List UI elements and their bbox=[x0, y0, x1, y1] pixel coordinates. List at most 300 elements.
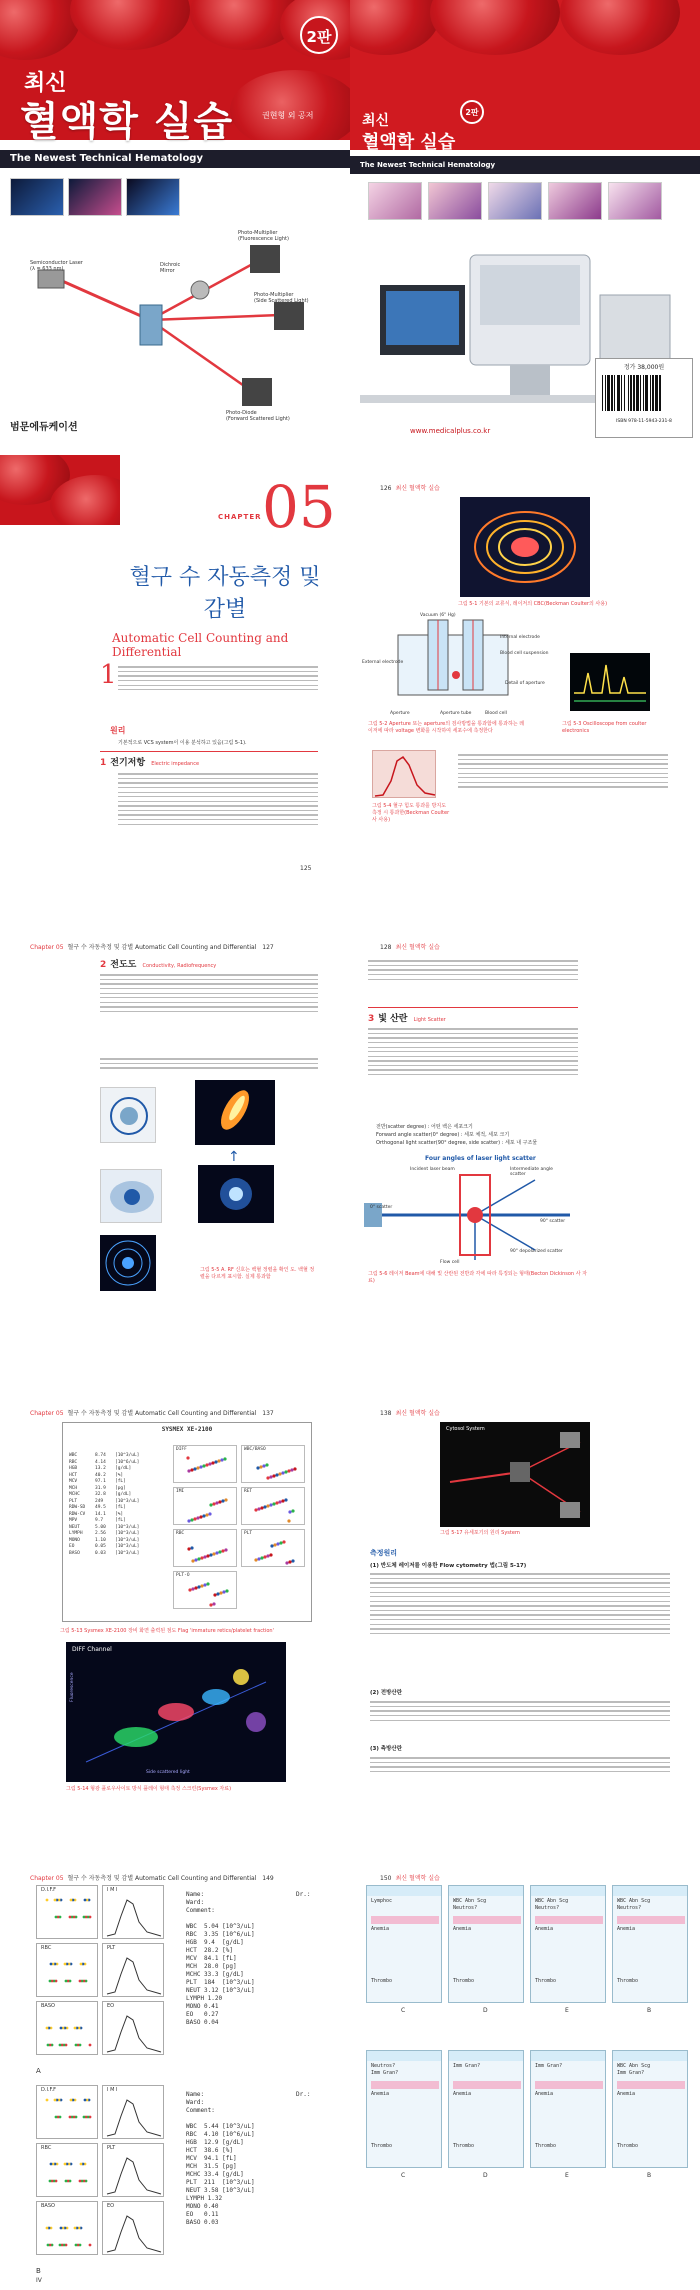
scatter-dot bbox=[199, 1465, 202, 1468]
report-value: 0.05 bbox=[95, 1544, 106, 1549]
scatter-dot bbox=[193, 1467, 196, 1470]
card-anemia-flag: Anemia bbox=[535, 1926, 554, 1932]
card-flag-line: Neutros? bbox=[371, 2063, 396, 2069]
subsection-en: Conductivity, Radiofrequency bbox=[142, 963, 217, 969]
cover-title: 혈액학 실습 bbox=[20, 99, 234, 145]
scatter-dot bbox=[270, 1544, 273, 1547]
card-highlight bbox=[535, 2081, 603, 2089]
report-value: 0.03 bbox=[95, 1550, 106, 1556]
figure-caption-laser: 그림 5-6 레이저 Beam에 대해 빛 산란된 전반과 각에 따라 특징되는 형태(Becton Dickinson 사 자료) bbox=[368, 1271, 587, 1284]
scatter-dot bbox=[284, 1498, 287, 1501]
report-table bbox=[69, 1453, 155, 1557]
report-row bbox=[69, 1551, 155, 1558]
analyzer-plot bbox=[102, 2201, 164, 2255]
plot-dot bbox=[83, 1916, 86, 1919]
scatter-dot bbox=[209, 1603, 212, 1606]
blood-cell-image bbox=[230, 70, 350, 140]
report-unit: [fL] bbox=[115, 1479, 126, 1484]
report-value: 49.5 bbox=[95, 1505, 106, 1510]
section-rule bbox=[100, 751, 318, 752]
header-text: 최신 혈액학 실습 bbox=[395, 485, 440, 492]
label-aperture: Aperture bbox=[390, 711, 410, 716]
page-header-right bbox=[380, 1873, 440, 1882]
plot-dot bbox=[79, 1980, 82, 1983]
card-flag-line: WBC Abn Scg bbox=[617, 2063, 651, 2069]
scatter-dot bbox=[220, 1458, 223, 1461]
report-unit: [%] bbox=[115, 1472, 124, 1478]
card-highlight bbox=[617, 2081, 685, 2089]
scatter-dot bbox=[209, 1553, 212, 1556]
scatter-panel bbox=[173, 1445, 237, 1483]
report-param: WBC bbox=[69, 1453, 78, 1458]
barcode-bar bbox=[624, 375, 625, 411]
scatter-dot bbox=[202, 1514, 205, 1517]
card-highlight bbox=[617, 1916, 685, 1924]
scatter-dot bbox=[196, 1466, 199, 1469]
subsection-title: 전도도 bbox=[110, 960, 137, 970]
scatter-dot bbox=[278, 1500, 281, 1503]
scatter-panel-label: RET bbox=[244, 1489, 253, 1494]
label-blood-cell: Blood cell bbox=[485, 711, 507, 716]
figure-rf-2 bbox=[195, 1080, 275, 1145]
subsection-3-text bbox=[368, 1025, 578, 1079]
report-value: 40.2 bbox=[95, 1472, 106, 1478]
scatter-panel bbox=[241, 1487, 305, 1525]
plot-dot bbox=[70, 1899, 73, 1902]
card-label: C bbox=[401, 2172, 406, 2179]
bottom-page-mark: IV bbox=[36, 2277, 42, 2284]
barcode-bar bbox=[640, 375, 641, 411]
plot-dot bbox=[47, 2044, 50, 2047]
report-unit: [10^3/uL] bbox=[115, 1498, 140, 1504]
scatter-dot bbox=[284, 1470, 287, 1473]
card-header-bar bbox=[367, 1886, 441, 1896]
figure-caption-3: 그림 5-3 Oscilloscope from coulter electronics bbox=[562, 721, 647, 734]
card-label: E bbox=[565, 2007, 569, 2014]
report-unit: [fL] bbox=[115, 1518, 126, 1523]
page-138 bbox=[350, 1380, 700, 1845]
chapter-title-en: Automatic Cell Counting and Differential bbox=[112, 631, 289, 659]
plot-dot bbox=[70, 2099, 73, 2102]
barcode-bar bbox=[617, 375, 620, 411]
price: 정가 38,000원 bbox=[623, 364, 665, 371]
header-chapter: Chapter 05 bbox=[30, 1875, 64, 1882]
hematology-card bbox=[612, 1885, 688, 2014]
card-flag-line: Lymphoc bbox=[371, 1898, 393, 1904]
diff-scatter-plot bbox=[66, 1642, 286, 1782]
subsection-number: 2 bbox=[100, 960, 107, 970]
report-unit: [g/dL] bbox=[115, 1466, 132, 1471]
scatter-dot bbox=[262, 1464, 265, 1467]
barcode-bar bbox=[655, 375, 658, 411]
label-forward: 0° scatter bbox=[370, 1205, 393, 1210]
scatter-dot bbox=[206, 1554, 209, 1557]
sheet-label-b: B bbox=[36, 2267, 41, 2275]
figure-rf-4 bbox=[198, 1165, 274, 1223]
plot-dot bbox=[46, 1899, 49, 1902]
report-value: 14.1 bbox=[95, 1511, 106, 1517]
analyzer-plot-label: BASO bbox=[41, 2003, 55, 2009]
report-value: 4.14 bbox=[95, 1459, 106, 1465]
list-item: Forward angle scatter(0° degree) : 세포 체적, 세포 크기 bbox=[376, 1132, 510, 1138]
report-param: NEUT bbox=[69, 1524, 80, 1530]
publisher-name: 범문에듀케이션 bbox=[10, 422, 78, 433]
analyzer-plot-svg bbox=[103, 2002, 165, 2056]
report-unit: [10^3/uL] bbox=[115, 1537, 140, 1543]
plot-dot bbox=[83, 2116, 86, 2119]
report-value: 8.74 bbox=[95, 1453, 106, 1458]
laser-scatter-title: Four angles of laser light scatter bbox=[425, 1155, 536, 1162]
scatter-dot bbox=[196, 1516, 199, 1519]
scatter-plot-grid bbox=[173, 1445, 309, 1615]
card-flag-line: Imm Gran? bbox=[617, 2070, 645, 2076]
scatter-dot bbox=[199, 1515, 202, 1518]
report-unit: [10^3/uL] bbox=[115, 1531, 140, 1536]
spread-149-150 bbox=[0, 1845, 700, 2290]
page-126-text bbox=[458, 751, 668, 791]
cytosol-diagram bbox=[440, 1422, 590, 1527]
report-text-b: Name: Ward: Comment: WBC 5.44 [10^3/uL] RBC 4.10 [10^6/uL] HGB 12.9 [g/dL] HCT 38.6 [%] MCV 94.1 [fL] MCH 31.5 [pg] MCHC 33.4 [g/dL] PLT 211 [10^3/uL] NEUT 3.58 [10^3/uL] LYMPH 1.32 MONO 0.40 EO 0.11 BASO 0.03 bbox=[186, 2091, 255, 2226]
report-param: HCT bbox=[69, 1472, 78, 1478]
scatter-dot bbox=[188, 1588, 191, 1591]
diff-axis-y: Fluorescence bbox=[70, 1672, 75, 1702]
diff-axis-x: Side scattered light bbox=[146, 1770, 190, 1775]
scatter-dot bbox=[208, 1462, 211, 1465]
label-depolarized: 90° depolarized scatter bbox=[510, 1249, 563, 1254]
scatter-dot bbox=[187, 1547, 190, 1550]
measure-item-1: (1) 반도체 레이저를 이용한 Flow cytometry 법(그림 5-17) bbox=[370, 1563, 527, 1569]
scatter-dot bbox=[290, 1468, 293, 1471]
scatter-dot bbox=[191, 1559, 194, 1562]
barcode-bar bbox=[630, 375, 632, 411]
report-unit: [fL] bbox=[115, 1505, 126, 1510]
analyzer-plot-svg bbox=[37, 2002, 99, 2056]
scatter-dot bbox=[273, 1543, 276, 1546]
analyzer-plot-label: RBC bbox=[41, 1945, 52, 1951]
barcode-bar bbox=[659, 375, 661, 411]
label-internal-electrode: Internal electrode bbox=[500, 635, 540, 640]
cover-thumbnail bbox=[368, 182, 422, 220]
price-box bbox=[595, 358, 693, 438]
spread-137-138 bbox=[0, 1380, 700, 1845]
card-highlight bbox=[371, 1916, 439, 1924]
card-anemia-flag: Anemia bbox=[371, 2091, 390, 2097]
subsection-1-text bbox=[118, 770, 318, 828]
figure-caption-report: 그림 5-13 Sysmex XE-2100 장비 화면 출력된 점도 Flag 'immature retics/platelet fraction' bbox=[60, 1628, 274, 1634]
analyzer-plot-svg bbox=[37, 2202, 99, 2256]
scatter-dot bbox=[285, 1561, 288, 1564]
oscilloscope-image bbox=[570, 653, 650, 711]
scatter-panel-label: DIFF bbox=[176, 1447, 187, 1452]
scatter-dot bbox=[287, 1519, 290, 1522]
page-header-left bbox=[30, 942, 278, 951]
subsection-3-heading bbox=[368, 1011, 446, 1024]
scatter-dot bbox=[269, 1553, 272, 1556]
scatter-dot bbox=[209, 1503, 212, 1506]
doctor-label-b: Dr.: bbox=[296, 2091, 311, 2098]
plot-dot bbox=[84, 2099, 87, 2102]
plot-curve bbox=[107, 2016, 161, 2052]
figure-caption-2: 그림 5-2 Aperture 또는 aperture의 검사방법을 통과함에 통과하는 레이저에 따라 voltage 변화를 시작하여 세포수에 측정한다 bbox=[368, 721, 525, 734]
scatter-dot bbox=[187, 1519, 190, 1522]
measure-text-3 bbox=[370, 1754, 670, 1776]
card-label: E bbox=[565, 2172, 569, 2179]
report-param: RDW-SD bbox=[69, 1505, 86, 1510]
scatter-dot bbox=[212, 1502, 215, 1505]
analyzer-plot bbox=[102, 2001, 164, 2055]
scatter-dot bbox=[259, 1465, 262, 1468]
plot-dot bbox=[80, 2163, 83, 2166]
analyzer-plot bbox=[36, 1943, 98, 1997]
rf-circle-graphic bbox=[101, 1088, 157, 1144]
diagram-label-laser: Semiconductor Laser (λ = 633 nm) bbox=[30, 260, 83, 272]
card-header-bar bbox=[367, 2051, 441, 2061]
list-item: Orthogonal light scatter(90° degree, side scatter) : 세포 내 구조물 bbox=[376, 1140, 538, 1146]
scatter-dot bbox=[278, 1472, 281, 1475]
figure-caption-4: 그림 5-4 혈구 힘도 통과를 방지도 측정 시 통과한(Beckman Coulter사 사용) bbox=[372, 803, 450, 823]
plot-dot bbox=[50, 2163, 53, 2166]
report-value: 2.56 bbox=[95, 1531, 106, 1536]
website-url: www.medicalplus.co.kr bbox=[410, 427, 491, 435]
label-side: Intermediate angle scatter bbox=[510, 1167, 553, 1177]
analyzer-sheet-b bbox=[36, 2085, 336, 2265]
plot-dot bbox=[49, 2180, 52, 2183]
scatter-dot bbox=[194, 1586, 197, 1589]
plot-dot bbox=[84, 1899, 87, 1902]
header-page-number: 150 bbox=[380, 1875, 392, 1882]
header-page-number: 128 bbox=[380, 944, 392, 951]
scatter-dot bbox=[272, 1474, 275, 1477]
subsection-en: Light Scatter bbox=[413, 1017, 446, 1023]
magnetic-field-image bbox=[460, 497, 590, 597]
scatter-dot bbox=[187, 1469, 190, 1472]
scatter-dot bbox=[190, 1546, 193, 1549]
card-thrombo-flag: Thrombo bbox=[453, 2143, 475, 2149]
scatter-dot bbox=[191, 1587, 194, 1590]
header-text: 최신 혈액학 실습 bbox=[395, 1875, 440, 1882]
report-unit: [10^3/uL] bbox=[115, 1550, 140, 1556]
scatter-dot bbox=[203, 1555, 206, 1558]
card-label: B bbox=[647, 2007, 652, 2014]
figure-rf-3 bbox=[100, 1169, 162, 1223]
figure-rf-5 bbox=[100, 1235, 156, 1291]
scatter-dot bbox=[263, 1505, 266, 1508]
analyzer-plot-label: EO bbox=[107, 2203, 115, 2209]
page-128-text-top bbox=[368, 957, 578, 983]
figure-caption-1: 그림 5-1 기본의 교류식, 레이저의 CBC(Beckman Coulter의 사용) bbox=[458, 601, 608, 607]
cytosol-title: Cytosol System bbox=[446, 1426, 485, 1432]
figure-caption-diff: 그림 5-14 형광 플로우사이토 방식 플레이 형태 측정 스크린(Sysmex 자료) bbox=[66, 1786, 232, 1792]
diagram-label-pm-fluor: Photo-Multiplier (Fluorescence Light) bbox=[238, 230, 289, 242]
hematology-cards-bottom bbox=[350, 2050, 700, 2190]
card-header-bar bbox=[531, 2051, 605, 2061]
analyzer-plot-svg bbox=[37, 1886, 99, 1940]
scatter-dot bbox=[186, 1456, 189, 1459]
card-flag-line: Imm Gran? bbox=[453, 2063, 481, 2069]
plot-dot bbox=[75, 2044, 78, 2047]
analyzer-plot-svg bbox=[103, 2086, 165, 2140]
scatter-dot bbox=[260, 1556, 263, 1559]
header-chapter: Chapter 05 bbox=[30, 1410, 64, 1417]
card-anemia-flag: Anemia bbox=[453, 2091, 472, 2097]
card-highlight bbox=[535, 1916, 603, 1924]
plot-dot bbox=[65, 1980, 68, 1983]
section-rule bbox=[368, 1007, 578, 1008]
header-page-number: 126 bbox=[380, 485, 392, 492]
hematology-card bbox=[612, 2050, 688, 2179]
blood-cell-image bbox=[0, 0, 80, 60]
header-text: 혈구 수 자동측정 및 감별 Automatic Cell Counting and Differential bbox=[67, 1410, 257, 1417]
scatter-dot bbox=[276, 1542, 279, 1545]
scatter-dot bbox=[215, 1551, 218, 1554]
barcode-bar bbox=[602, 375, 603, 411]
oscilloscope-trace bbox=[570, 653, 650, 711]
scatter-dot bbox=[190, 1518, 193, 1521]
cover-thumbnail bbox=[608, 182, 662, 220]
diff-channel-title: DIFF Channel bbox=[72, 1646, 112, 1653]
report-value: 1.10 bbox=[95, 1537, 106, 1543]
cover-thumbnail bbox=[488, 182, 542, 220]
card-label: C bbox=[401, 2007, 406, 2014]
analyzer-plot bbox=[36, 2143, 98, 2197]
card-highlight bbox=[453, 2081, 521, 2089]
card-flag-line: WBC Abn Scg bbox=[617, 1898, 651, 1904]
front-cover bbox=[0, 0, 350, 455]
analyzer-plot-label: EO bbox=[107, 2003, 115, 2009]
scatter-dot bbox=[256, 1466, 259, 1469]
cover-thumbnail bbox=[548, 182, 602, 220]
page-header-left bbox=[30, 1408, 278, 1417]
scatter-dot bbox=[194, 1558, 197, 1561]
subsection-number: 3 bbox=[368, 1014, 375, 1024]
analyzer-plot-svg bbox=[103, 2202, 165, 2256]
scatter-dot bbox=[266, 1476, 269, 1479]
plot-dot bbox=[50, 1963, 53, 1966]
page-137 bbox=[0, 1380, 350, 1845]
analyzer-plot-label: PLT bbox=[107, 2145, 116, 2151]
report-param: MPV bbox=[69, 1518, 78, 1523]
plot-dot bbox=[49, 1980, 52, 1983]
card-thrombo-flag: Thrombo bbox=[371, 1978, 393, 1984]
cytosol-system-image bbox=[440, 1422, 590, 1527]
report-unit: [pg] bbox=[115, 1485, 126, 1491]
analyzer-plot bbox=[36, 2001, 98, 2055]
plot-dot bbox=[54, 1899, 57, 1902]
analyzer-plot-label: D.I.F.F bbox=[41, 2087, 57, 2093]
doctor-label-a: Dr.: bbox=[296, 1891, 311, 1898]
analyzer-plot-label: D.I.F.F bbox=[41, 1887, 57, 1893]
rf-glow-graphic bbox=[198, 1165, 274, 1223]
header-chapter: Chapter 05 bbox=[30, 944, 64, 951]
plot-dot bbox=[55, 2116, 58, 2119]
header-page-number: 138 bbox=[380, 1410, 392, 1417]
report-param: RDW-CV bbox=[69, 1511, 86, 1517]
scatter-panel bbox=[241, 1445, 305, 1483]
label-external-electrode: External electrode bbox=[362, 660, 404, 665]
plot-dot bbox=[60, 2227, 63, 2230]
barcode-bar bbox=[652, 375, 654, 411]
barcode-bar bbox=[605, 375, 606, 411]
hematology-card bbox=[448, 2050, 524, 2179]
analyzer-plot-svg bbox=[103, 2144, 165, 2198]
isbn: ISBN 978-11-5943-231-8 bbox=[616, 419, 672, 424]
scatter-dot bbox=[282, 1540, 285, 1543]
analyzer-plot-label: I M I bbox=[107, 1887, 118, 1893]
spread-127-128 bbox=[0, 915, 700, 1380]
plot-grid-b bbox=[36, 2085, 166, 2260]
barcode-bar bbox=[633, 375, 635, 411]
page-125 bbox=[0, 455, 350, 915]
report-value: 32.8 bbox=[95, 1492, 106, 1497]
analyzer-sheet-a bbox=[36, 1885, 336, 2065]
plot-dot bbox=[64, 2163, 67, 2166]
page-header-right bbox=[380, 942, 440, 951]
measure-text-1 bbox=[370, 1570, 670, 1637]
report-value: 13.2 bbox=[95, 1466, 106, 1471]
list-item: 전반(scatter degree) : 어떤 백은 세포크기 bbox=[376, 1124, 473, 1130]
intro-paragraph bbox=[118, 663, 318, 694]
analyzer-plot-label: PLT bbox=[107, 1945, 116, 1951]
cover-thumbnail bbox=[10, 178, 64, 216]
spine-title-small: 최신 bbox=[362, 113, 390, 129]
scatter-dot bbox=[257, 1507, 260, 1510]
sysmex-report bbox=[62, 1422, 312, 1622]
scatter-dot bbox=[221, 1499, 224, 1502]
label-blood-cell-suspension: Blood cell suspension bbox=[500, 651, 549, 656]
card-flag-line: WBC Abn Scg bbox=[535, 1898, 569, 1904]
report-param: RBC bbox=[69, 1459, 78, 1465]
scatter-dot bbox=[254, 1508, 257, 1511]
label-detail-aperture: Detail of aperture bbox=[505, 681, 545, 686]
chapter-label: CHAPTER bbox=[218, 513, 262, 521]
page-header bbox=[380, 483, 440, 492]
card-label: D bbox=[483, 2007, 488, 2014]
scatter-dot bbox=[200, 1556, 203, 1559]
plot-curve bbox=[107, 1958, 161, 1994]
scatter-dot bbox=[291, 1509, 294, 1512]
analyzer-plot bbox=[102, 2143, 164, 2197]
report-param: PLT bbox=[69, 1498, 78, 1504]
arrow-up-icon: ↑ bbox=[228, 1149, 240, 1165]
label-back: 90° scatter bbox=[540, 1219, 566, 1224]
blood-cell-image bbox=[350, 0, 440, 55]
plot-dot bbox=[65, 2180, 68, 2183]
scatter-dot bbox=[205, 1463, 208, 1466]
subsection-title: 빛 산란 bbox=[378, 1014, 408, 1024]
scatter-dot bbox=[203, 1583, 206, 1586]
subsection-2-heading bbox=[100, 957, 216, 970]
book-cover bbox=[0, 0, 700, 455]
scatter-panel-label: WBC/BASO bbox=[244, 1447, 266, 1452]
barcode-bar bbox=[643, 375, 644, 411]
card-thrombo-flag: Thrombo bbox=[453, 1978, 475, 1984]
plot-dot bbox=[64, 1963, 67, 1966]
card-anemia-flag: Anemia bbox=[617, 2091, 636, 2097]
plot-dot bbox=[46, 2027, 49, 2030]
diagram-label-photodiode: Photo-Diode (Forward Scattered Light) bbox=[226, 410, 290, 422]
spine-subtitle-en: The Newest Technical Hematology bbox=[350, 156, 700, 174]
scatter-dot bbox=[224, 1498, 227, 1501]
scatter-dot bbox=[197, 1585, 200, 1588]
card-anemia-flag: Anemia bbox=[453, 1926, 472, 1932]
report-unit: [10^3/uL] bbox=[115, 1544, 140, 1549]
page-126 bbox=[350, 455, 700, 915]
rf-rings-graphic bbox=[100, 1235, 156, 1291]
report-value: 31.9 bbox=[95, 1485, 106, 1491]
scatter-dot bbox=[208, 1512, 211, 1515]
chapter-title-ko-2: 감별 bbox=[203, 597, 247, 622]
plot-curve bbox=[107, 2100, 161, 2136]
